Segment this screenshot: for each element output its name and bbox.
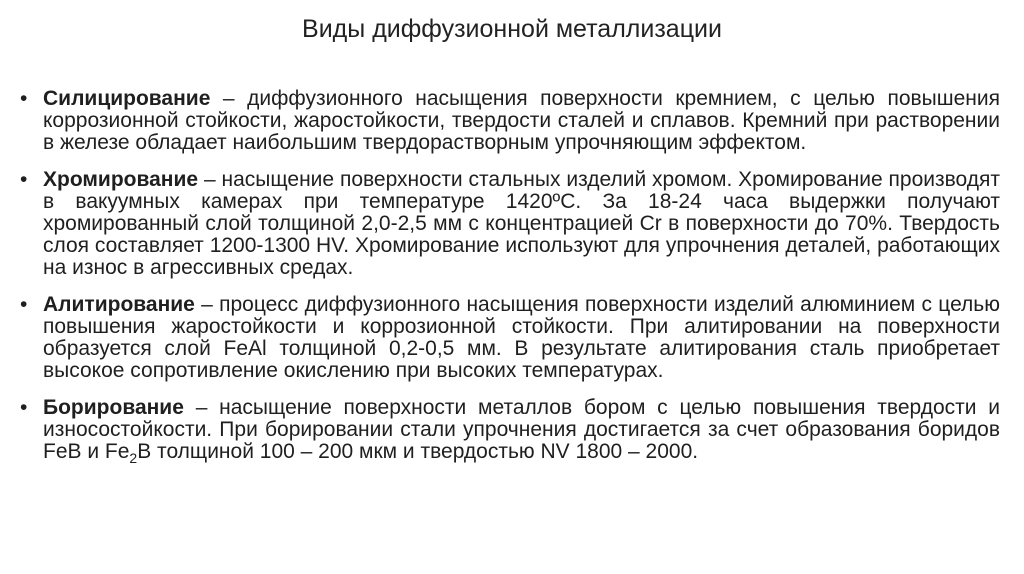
bullet-term: Алитирование <box>43 293 195 316</box>
bullet-chromizing <box>20 169 1000 279</box>
bullet-term: Хромирование <box>43 168 199 191</box>
slide-title: Виды диффузионной металлизации <box>302 15 722 43</box>
bullet-term: Силицирование <box>43 87 211 110</box>
bullet-text: – процесс диффузионного насыщения поверхности изделий алюминием с целью повышения жаростойкости и коррозионной стойкости. При алитировании на поверхности образуется слой FeAl толщиной 0,2-0,5 мм. В результате алитирования сталь приобретает высокое сопротивление окислению при высоких температурах. <box>43 293 1000 382</box>
bullet-text-end: B толщиной 100 – 200 мкм и твердостью NV 1800 – 2000. <box>137 440 699 463</box>
subscript: 2 <box>129 450 138 467</box>
bullet-term: Борирование <box>43 396 184 419</box>
bullet-text: – диффузионного насыщения поверхности кремнием, с целью повышения коррозионной стойкости, жаростойкости, твердости сталей и сплавов. Кремний при растворении в железе обладает наибольшим твердорастворным упрочняющим эффектом. <box>43 87 1000 154</box>
bullet-text: – насыщение поверхности стальных изделий хромом. Хромирование производят в вакуумных камерах при температуре 1420ºС. За 18-24 часа выдержки получают хромированный слой толщиной 2,0-2,5 мм с концентрацией Cr в поверхности до 70%. Твердость слоя составляет 1200-1300 HV. Хромирование используют для упрочнения деталей, работающих на износ в агрессивных средах. <box>43 168 1000 279</box>
bullet-boriding <box>20 396 1000 467</box>
bullet-list <box>20 88 1000 478</box>
bullet-siliconizing <box>20 88 1000 154</box>
bullet-aluminizing <box>20 294 1000 382</box>
bullet-text: – насыщение поверхности металлов бором с целью повышения твердости и износостойкости. При борировании стали упрочнения достигается за счет образования боридов FeB и Fe <box>43 396 1000 463</box>
